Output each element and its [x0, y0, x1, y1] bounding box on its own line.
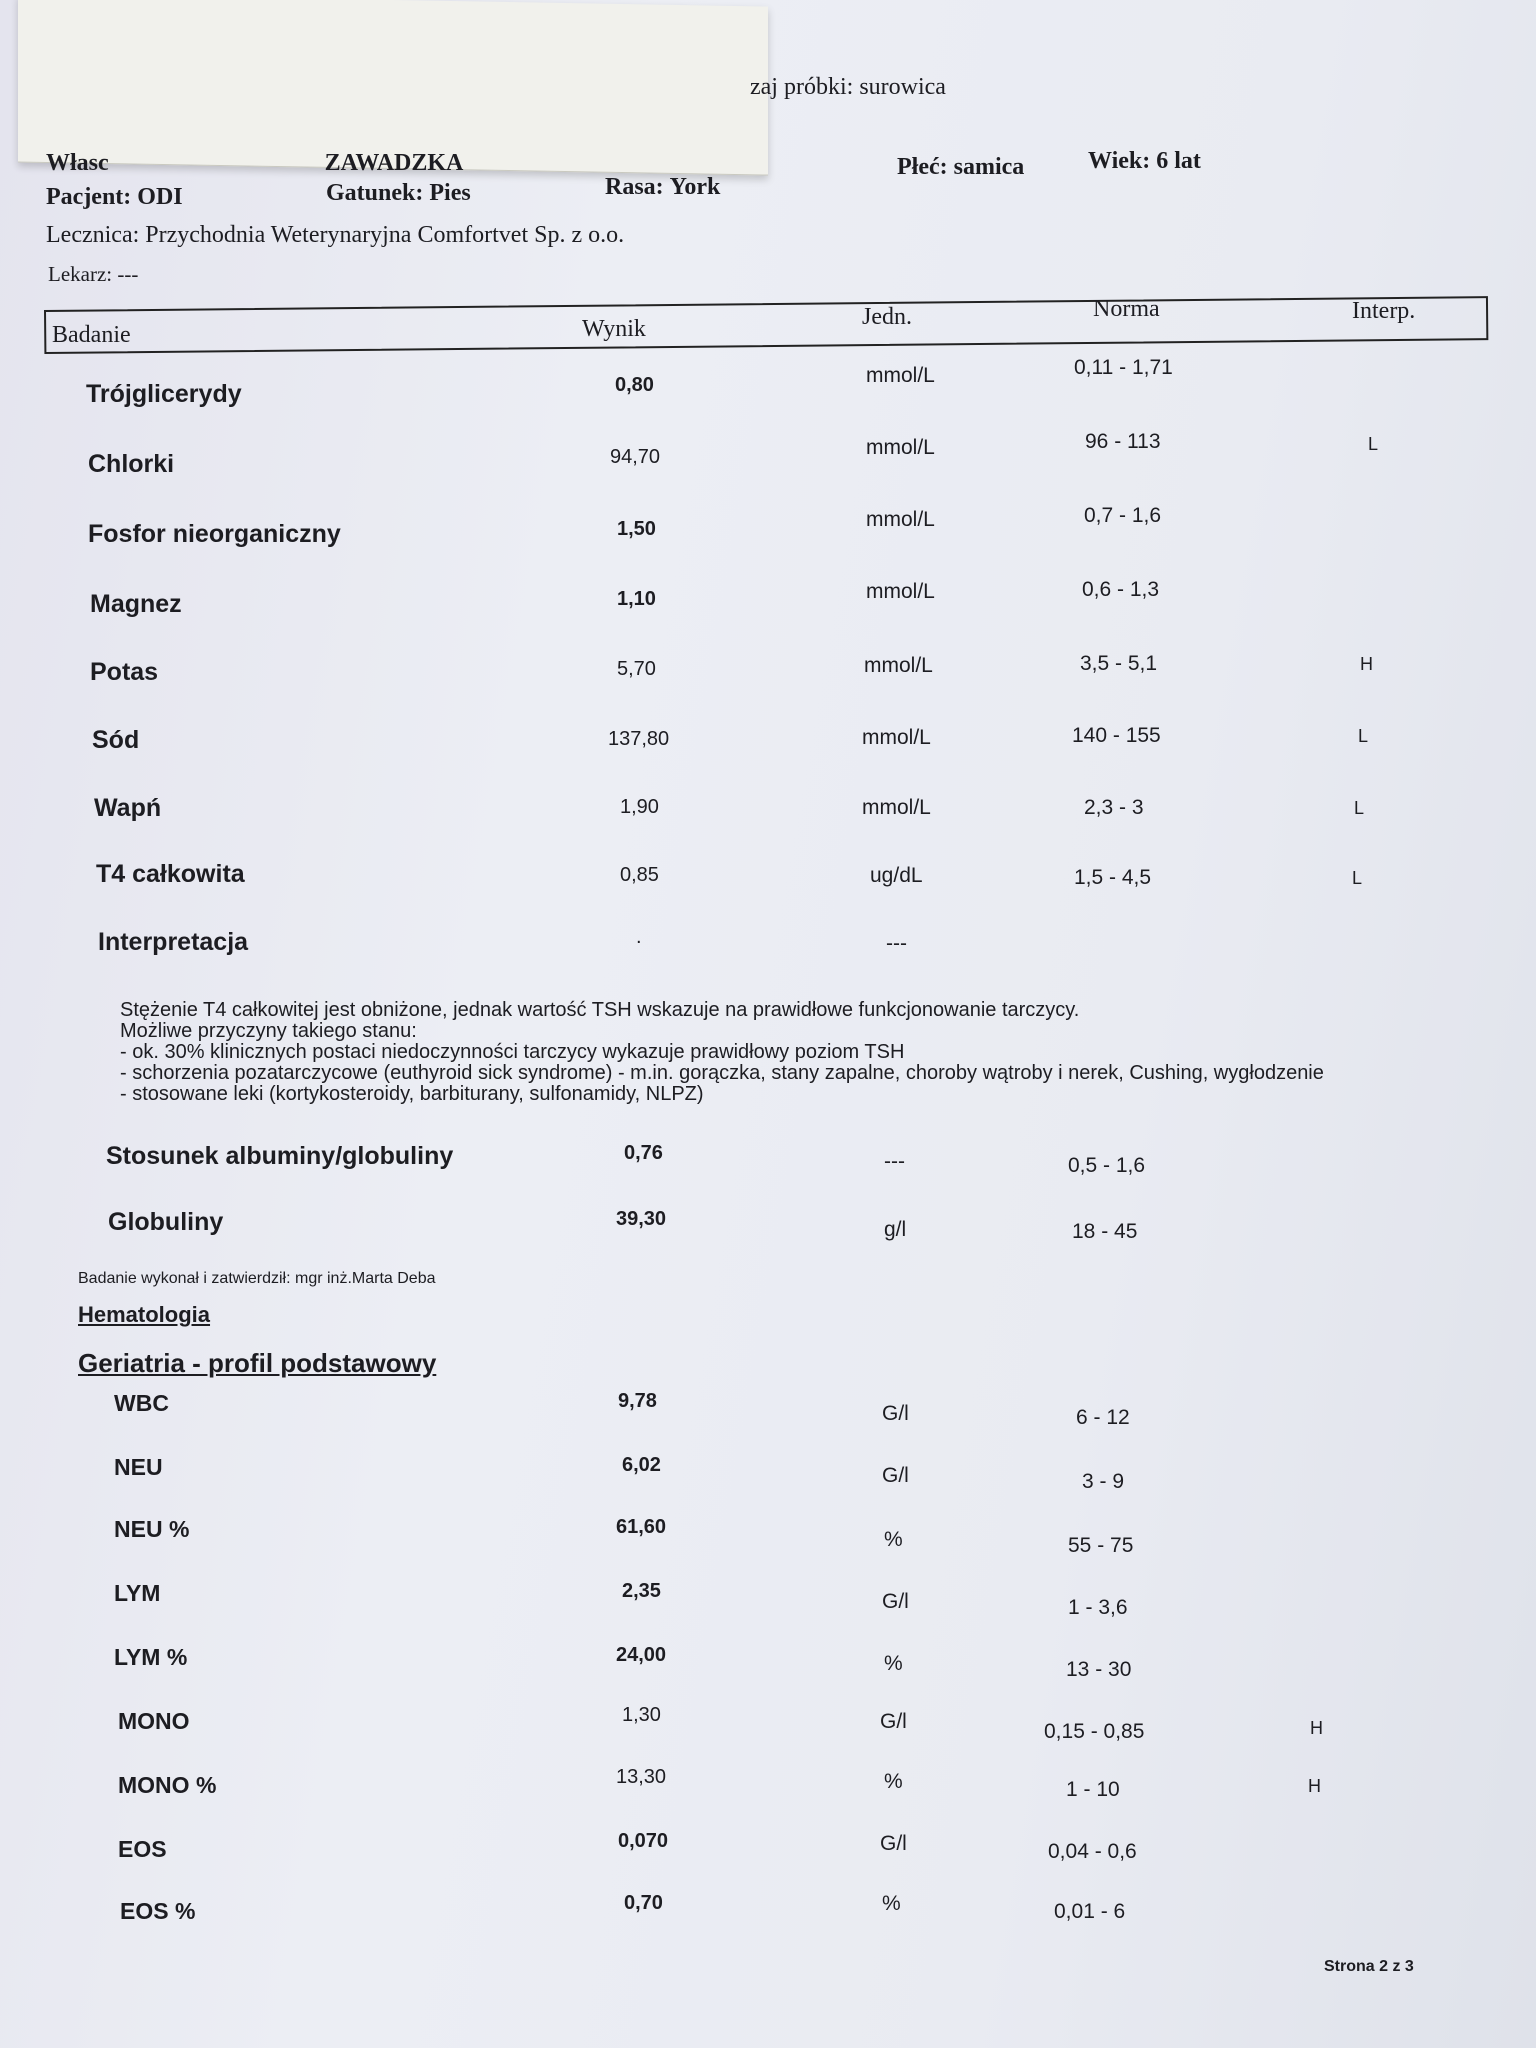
- species: [326, 180, 471, 207]
- row-unit: %: [884, 1652, 903, 1675]
- clinic-value: Przychodnia Weterynaryjna Comfortvet Sp. z o.o.: [145, 222, 625, 248]
- row-unit: mmol/L: [866, 436, 935, 459]
- doctor-label: Lekarz:: [48, 262, 113, 286]
- row-norm: 0,7 - 1,6: [1084, 504, 1162, 527]
- row-unit: mmol/L: [864, 654, 933, 677]
- row-name: MONO %: [118, 1772, 217, 1798]
- row-flag: H: [1310, 1718, 1323, 1738]
- interpretation-text: [120, 1000, 1324, 1105]
- row-flag: H: [1360, 654, 1373, 674]
- interpretation-line: Możliwe przyczyny takiego stanu:: [120, 1020, 417, 1042]
- row-result: 61,60: [616, 1516, 667, 1538]
- col-result-header: Wynik: [582, 316, 646, 342]
- col-interp-header: Interp.: [1352, 298, 1416, 324]
- row-name: Stosunek albuminy/globuliny: [106, 1142, 454, 1170]
- row-norm: 0,04 - 0,6: [1048, 1840, 1137, 1863]
- age-value: 6 lat: [1156, 148, 1201, 174]
- row-unit: mmol/L: [866, 508, 935, 531]
- row-norm: 2,3 - 3: [1084, 796, 1144, 819]
- row-result: 9,78: [618, 1390, 657, 1412]
- row-result: 2,35: [622, 1580, 661, 1602]
- row-result: 39,30: [616, 1208, 667, 1230]
- row-norm: 140 - 155: [1072, 724, 1161, 747]
- row-name: NEU: [114, 1454, 163, 1480]
- row-result: 1,10: [617, 588, 656, 610]
- row-result: 24,00: [616, 1644, 667, 1666]
- col-test-header: Badanie: [52, 322, 131, 348]
- row-unit: G/l: [882, 1402, 909, 1425]
- row-unit: G/l: [880, 1832, 907, 1855]
- row-flag: L: [1358, 726, 1369, 746]
- row-result: 1,50: [617, 518, 656, 540]
- row-result: 0,070: [618, 1830, 669, 1852]
- row-result: 6,02: [622, 1454, 661, 1476]
- row-unit: G/l: [882, 1590, 909, 1613]
- row-norm: 13 - 30: [1066, 1658, 1132, 1681]
- row-norm: 0,6 - 1,3: [1082, 578, 1160, 601]
- row-unit: ---: [886, 932, 907, 955]
- row-unit: G/l: [880, 1710, 907, 1733]
- row-flag: H: [1308, 1776, 1321, 1796]
- breed-label: Rasa:: [605, 174, 664, 200]
- owner-value: ZAWADZKA: [324, 150, 464, 176]
- interpretation-line: - schorzenia pozatarczycowe (euthyroid sick syndrome) - m.in. gorączka, stany zapalne, choroby wątroby i nerek, Cushing, wygłodzenie: [120, 1062, 1324, 1084]
- row-flag: L: [1352, 868, 1363, 888]
- row-name: Globuliny: [108, 1208, 224, 1236]
- row-norm: 18 - 45: [1072, 1220, 1138, 1243]
- row-unit: mmol/L: [866, 364, 935, 387]
- row-unit: %: [884, 1770, 903, 1793]
- row-unit: mmol/L: [862, 726, 931, 749]
- patient-label: Pacjent:: [46, 184, 132, 210]
- row-name: LYM %: [114, 1644, 188, 1670]
- row-name: Chlorki: [88, 450, 175, 478]
- row-result: 0,85: [620, 864, 659, 886]
- row-result: 5,70: [617, 658, 656, 680]
- row-unit: mmol/L: [866, 580, 935, 603]
- row-result: 0,76: [624, 1142, 663, 1164]
- row-name: Interpretacja: [98, 928, 249, 956]
- row-norm: 6 - 12: [1076, 1406, 1130, 1429]
- row-name: EOS: [118, 1836, 167, 1862]
- interpretation-line: - ok. 30% klinicznych postaci niedoczynności tarczycy wykazuje prawidłowy poziom TSH: [120, 1041, 905, 1063]
- interpretation-line: - stosowane leki (kortykosteroidy, barbiturany, sulfonamidy, NLPZ): [120, 1083, 704, 1105]
- row-name: Potas: [90, 658, 159, 686]
- row-result: .: [636, 926, 642, 948]
- row-norm: 3,5 - 5,1: [1080, 652, 1158, 675]
- row-unit: g/l: [884, 1218, 907, 1241]
- row-name: LYM: [114, 1580, 161, 1606]
- row-name: WBC: [114, 1390, 169, 1416]
- breed: [605, 174, 720, 201]
- sample-type-label: zaj próbki:: [750, 74, 854, 100]
- row-result: 0,80: [615, 374, 654, 396]
- species-value: Pies: [429, 180, 471, 206]
- doctor-value: ---: [117, 262, 139, 286]
- breed-value: York: [669, 174, 721, 200]
- row-flag: L: [1368, 434, 1379, 454]
- col-unit-header: Jedn.: [862, 304, 912, 330]
- row-result: 94,70: [610, 446, 661, 468]
- row-norm: 1 - 3,6: [1068, 1596, 1128, 1619]
- owner-label: Własc: [46, 150, 109, 176]
- clinic-label: Lecznica:: [46, 222, 140, 248]
- row-result: 1,90: [620, 796, 659, 818]
- page-number: Strona 2 z 3: [1324, 1958, 1414, 1975]
- row-result: 13,30: [616, 1766, 667, 1788]
- row-unit: G/l: [882, 1464, 909, 1487]
- row-norm: 0,5 - 1,6: [1068, 1154, 1146, 1177]
- row-norm: 0,15 - 0,85: [1044, 1720, 1145, 1743]
- sex-value: samica: [953, 154, 1025, 180]
- row-result: 1,30: [622, 1704, 661, 1726]
- row-name: MONO: [118, 1708, 190, 1734]
- section-geriatric: Geriatria - profil podstawowy: [78, 1348, 437, 1378]
- sex-label: Płeć:: [897, 154, 948, 180]
- row-norm: 0,01 - 6: [1054, 1900, 1126, 1923]
- age: [1088, 148, 1201, 175]
- interpretation-line: Stężenie T4 całkowitej jest obniżone, jednak wartość TSH wskazuje na prawidłowe funkcjonowanie tarczycy.: [120, 999, 1080, 1021]
- sample-type: [750, 74, 946, 101]
- sex: [897, 154, 1024, 181]
- row-unit: ug/dL: [870, 864, 923, 887]
- row-flag: L: [1354, 798, 1365, 818]
- doctor: [48, 262, 138, 287]
- row-name: Magnez: [90, 590, 182, 618]
- row-unit: ---: [884, 1150, 905, 1173]
- col-norm-header: Norma: [1093, 296, 1160, 322]
- clinic: [46, 222, 624, 249]
- row-name: NEU %: [114, 1516, 190, 1542]
- row-norm: 0,11 - 1,71: [1074, 356, 1173, 379]
- row-result: 0,70: [624, 1892, 663, 1914]
- sample-type-value: surowica: [859, 74, 946, 100]
- row-unit: mmol/L: [862, 796, 931, 819]
- row-name: Trójglicerydy: [86, 380, 242, 408]
- row-norm: 96 - 113: [1085, 430, 1161, 453]
- species-label: Gatunek:: [326, 180, 424, 206]
- row-norm: 1 - 10: [1066, 1778, 1120, 1801]
- section-hematology: Hematologia: [78, 1302, 211, 1327]
- age-label: Wiek:: [1088, 148, 1151, 174]
- row-name: Fosfor nieorganiczny: [88, 520, 341, 548]
- row-name: EOS %: [120, 1898, 196, 1924]
- signature: Badanie wykonał i zatwierdził: mgr inż.Marta Deba: [78, 1270, 436, 1287]
- row-unit: %: [882, 1892, 901, 1915]
- patient-value: ODI: [137, 184, 183, 210]
- row-result: 137,80: [608, 728, 670, 750]
- row-unit: %: [884, 1528, 903, 1551]
- row-name: T4 całkowita: [96, 860, 245, 888]
- row-norm: 1,5 - 4,5: [1074, 866, 1152, 889]
- row-name: Sód: [92, 726, 140, 754]
- owner: [46, 150, 463, 177]
- row-norm: 3 - 9: [1082, 1470, 1125, 1493]
- patient: [46, 184, 183, 211]
- row-norm: 55 - 75: [1068, 1534, 1134, 1557]
- row-name: Wapń: [94, 794, 162, 822]
